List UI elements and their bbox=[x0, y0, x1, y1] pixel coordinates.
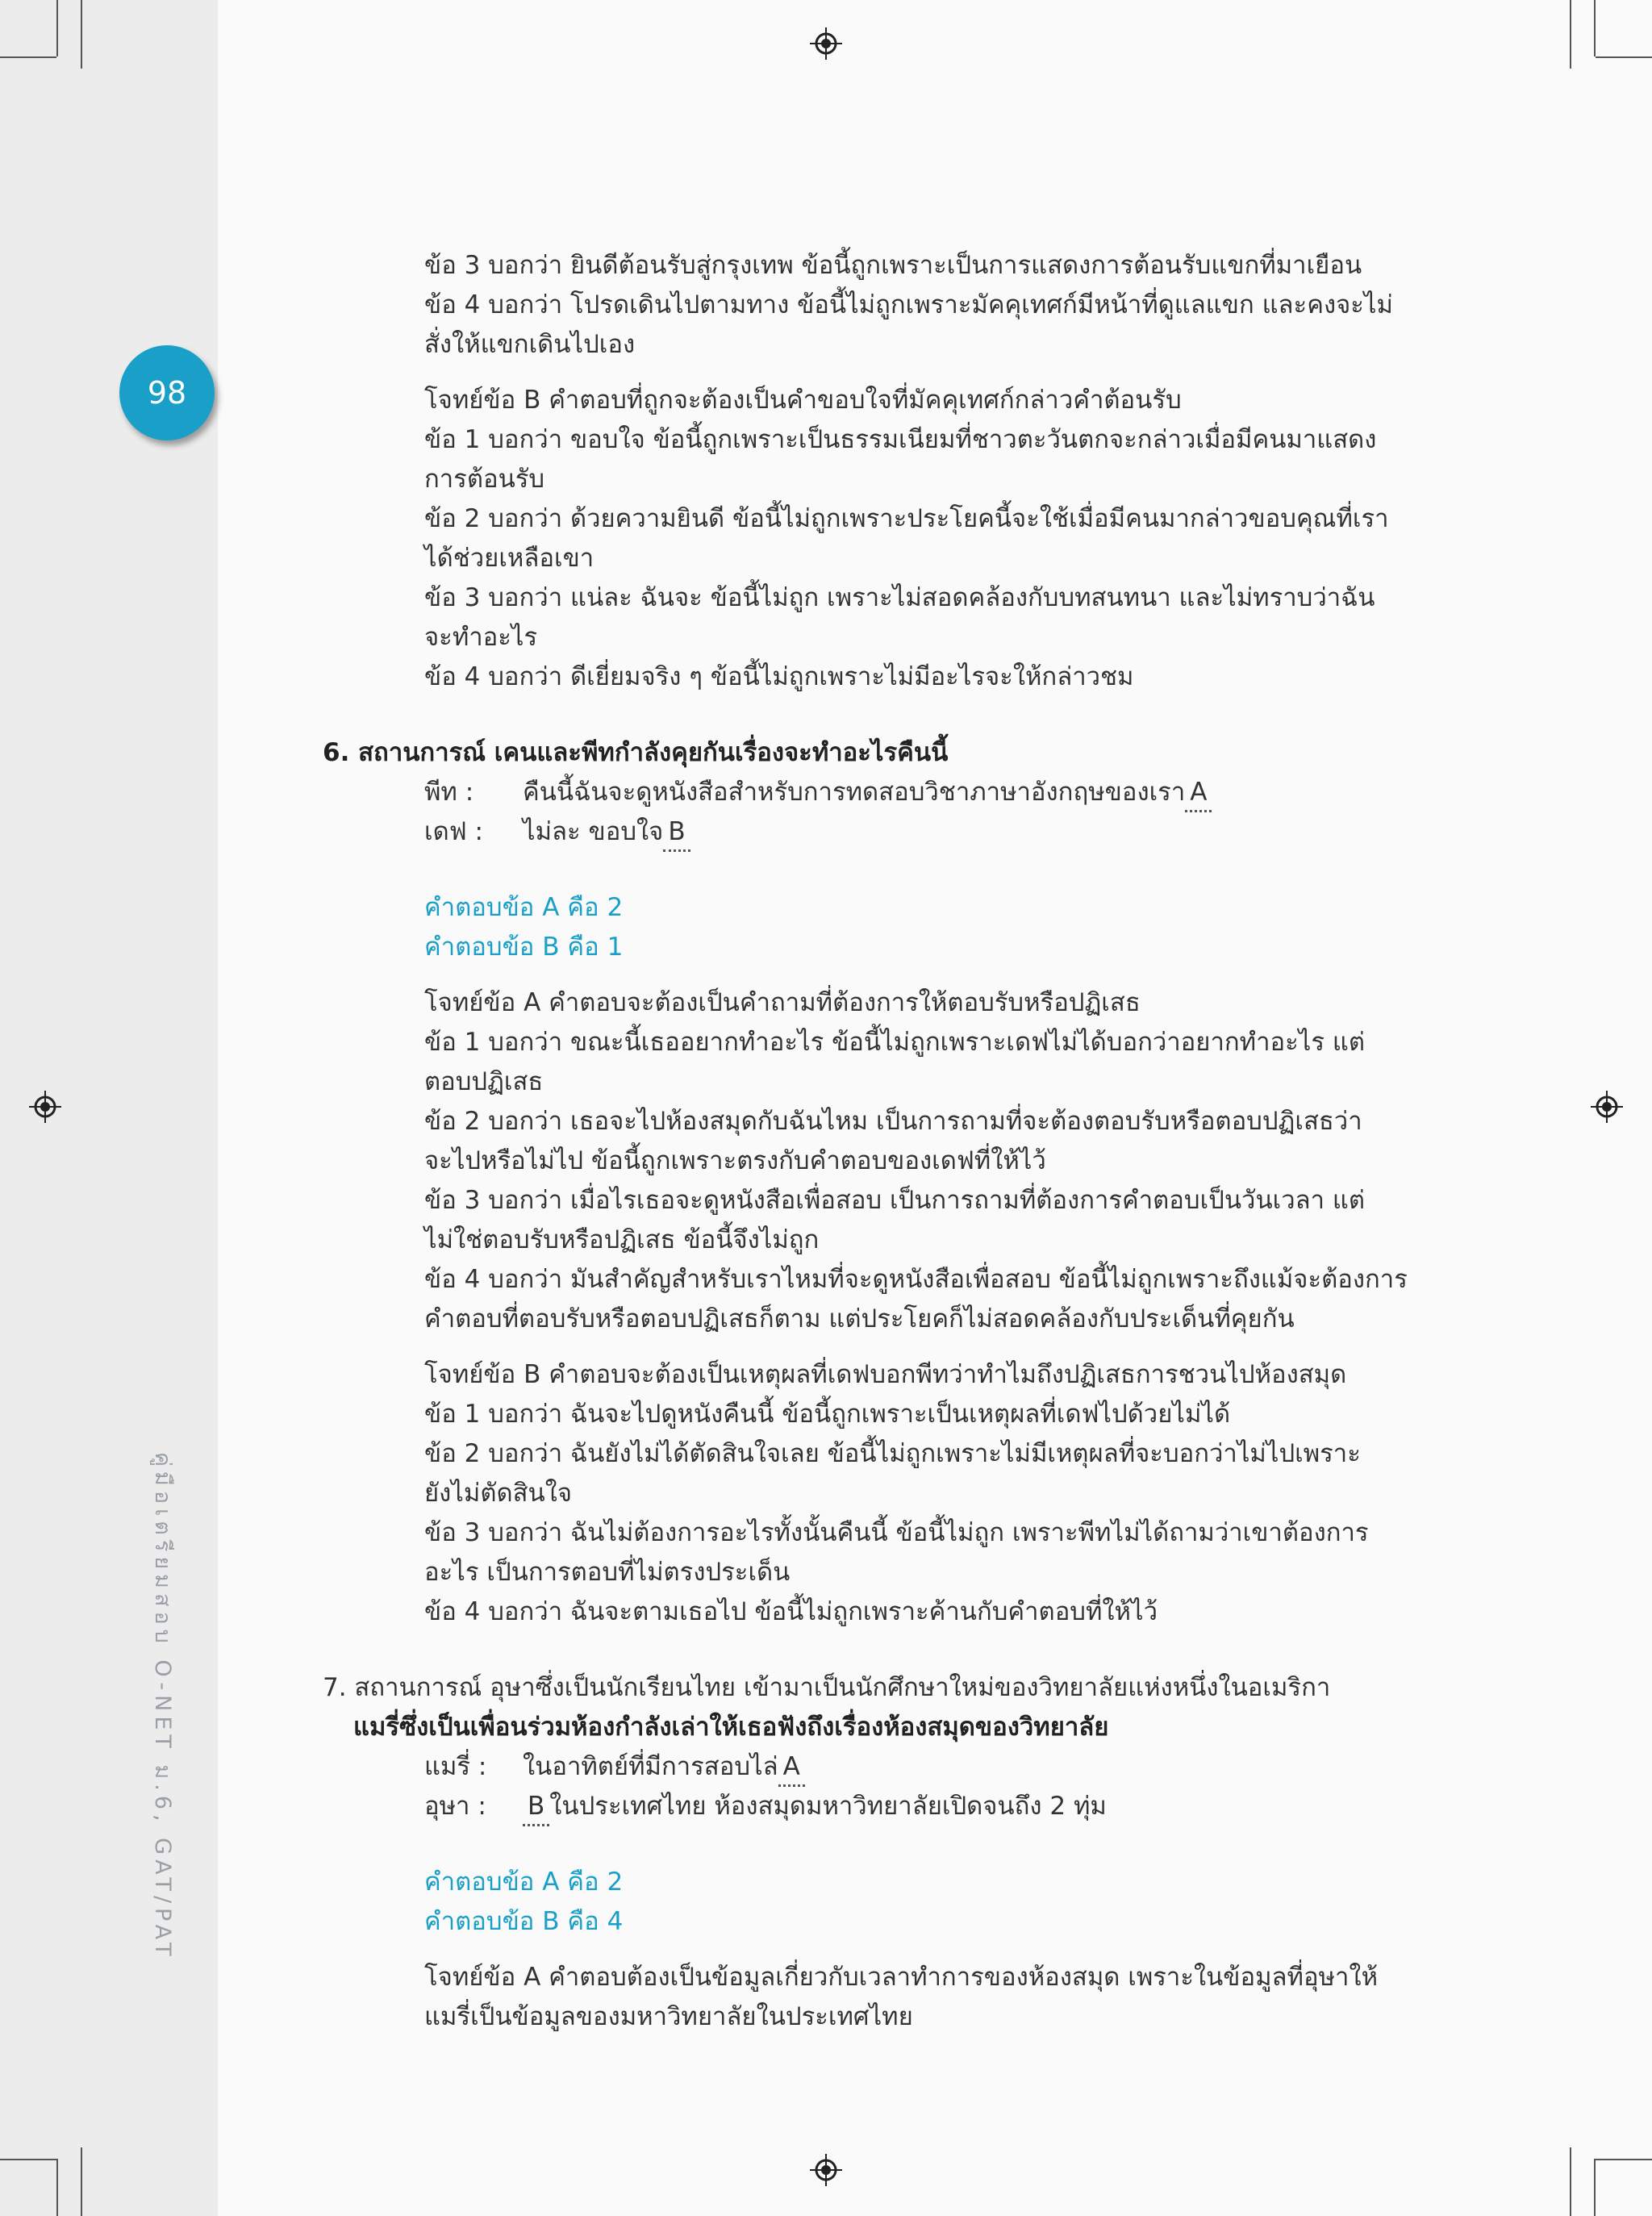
answer-blank: A bbox=[1185, 773, 1212, 812]
speaker-name: เดฟ : bbox=[424, 817, 483, 846]
text-line: ไม่ใช่ตอบรับหรือปฏิเสธ ข้อนี้จึงไม่ถูก bbox=[424, 1225, 820, 1254]
dialogue bbox=[323, 1747, 1420, 1826]
explanation-a bbox=[323, 1958, 1420, 2037]
explanation-b bbox=[323, 1355, 1420, 1632]
text-line: ข้อ 3 บอกว่า ฉันไม่ต้องการอะไรทั้งนั้นคืนนี้ ข้อนี้ไม่ถูก เพราะพีทไม่ได้ถามว่าเขาต้องการ bbox=[424, 1518, 1369, 1547]
crop-mark bbox=[1596, 2159, 1652, 2160]
text-line: ข้อ 2 บอกว่า ด้วยความยินดี ข้อนี้ไม่ถูกเพราะประโยคนี้จะใช้เมื่อมีคนมากล่าวขอบคุณที่เรา bbox=[424, 504, 1389, 533]
answer-key bbox=[323, 1863, 1420, 1942]
crop-mark bbox=[1594, 0, 1596, 56]
paragraph bbox=[323, 381, 1420, 697]
text-line: การต้อนรับ bbox=[424, 465, 545, 494]
dialogue-line bbox=[424, 1747, 1420, 1787]
dialogue-text: คืนนี้ฉันจะดูหนังสือสำหรับการทดสอบวิชาภาษาอังกฤษของเรา bbox=[523, 778, 1186, 807]
text-line: ยังไม่ตัดสินใจ bbox=[424, 1479, 573, 1508]
text-line: ข้อ 4 บอกว่า ดีเยี่ยมจริง ๆ ข้อนี้ไม่ถูกเพราะไม่มีอะไรจะให้กล่าวชม bbox=[424, 662, 1134, 691]
text-line: ได้ช่วยเหลือเขา bbox=[424, 544, 594, 573]
question-7-heading-cont: แมรี่ซึ่งเป็นเพื่อนร่วมห้องกำลังเล่าให้เธอฟังถึงเรื่องห้องสมุดของวิทยาลัย bbox=[353, 1713, 1109, 1742]
text-line: จะทำอะไร bbox=[424, 623, 538, 652]
dialogue bbox=[323, 773, 1420, 852]
registration-mark-icon bbox=[810, 2154, 842, 2186]
main-content bbox=[323, 246, 1420, 2037]
crop-mark bbox=[0, 56, 56, 58]
text-line: ข้อ 2 บอกว่า เธอจะไปห้องสมุดกับฉันไหม เป็นการถามที่จะต้องตอบรับหรือตอบปฏิเสธว่า bbox=[424, 1107, 1362, 1136]
text-line: โจทย์ข้อ A คำตอบจะต้องเป็นคำถามที่ต้องการให้ตอบรับหรือปฏิเสธ bbox=[424, 988, 1141, 1017]
explanation-a bbox=[323, 983, 1420, 1339]
text-line: ข้อ 4 บอกว่า มันสำคัญสำหรับเราไหมที่จะดูหนังสือเพื่อสอบ ข้อนี้ไม่ถูกเพราะถึงแม้จะต้องการ bbox=[424, 1265, 1408, 1294]
paragraph bbox=[323, 246, 1420, 365]
dialogue-line bbox=[424, 1787, 1420, 1826]
speaker-name: พีท : bbox=[424, 778, 474, 807]
text-line: ตอบปฏิเสธ bbox=[424, 1067, 544, 1096]
text-line: ข้อ 1 บอกว่า ฉันจะไปดูหนังคืนนี้ ข้อนี้ถูกเพราะเป็นเหตุผลที่เดฟไปด้วยไม่ได้ bbox=[424, 1400, 1231, 1429]
answer-blank: A bbox=[778, 1747, 805, 1787]
side-running-title: คู่มือเตรียมสอบ O-NET ม.6, GAT/PAT bbox=[150, 1452, 175, 1961]
text-line: โจทย์ข้อ B คำตอบที่ถูกจะต้องเป็นคำขอบใจที่มัคคุเทศก์กล่าวคำต้อนรับ bbox=[424, 386, 1182, 415]
text-line: ข้อ 3 บอกว่า ยินดีต้อนรับสู่กรุงเทพ ข้อนี้ถูกเพราะเป็นการแสดงการต้อนรับแขกที่มาเยือน bbox=[424, 251, 1362, 280]
registration-mark-icon bbox=[1591, 1091, 1623, 1123]
crop-mark bbox=[0, 2159, 56, 2160]
crop-mark bbox=[81, 2147, 82, 2216]
crop-mark bbox=[81, 0, 82, 69]
text-line: อะไร เป็นการตอบที่ไม่ตรงประเด็น bbox=[424, 1558, 791, 1587]
dialogue-text: ในประเทศไทย ห้องสมุดมหาวิทยาลัยเปิดจนถึง 2 ทุ่ม bbox=[549, 1792, 1107, 1821]
text-line: คำตอบที่ตอบรับหรือตอบปฏิเสธก็ตาม แต่ประโยคก็ไม่สอดคล้องกับประเด็นที่คุยกัน bbox=[424, 1304, 1295, 1333]
crop-mark bbox=[1594, 2159, 1596, 2216]
text-line: ข้อ 3 บอกว่า แน่ละ ฉันจะ ข้อนี้ไม่ถูก เพราะไม่สอดคล้องกับบทสนทนา และไม่ทราบว่าฉัน bbox=[424, 583, 1375, 612]
crop-mark bbox=[1596, 56, 1652, 58]
text-line: สั่งให้แขกเดินไปเอง bbox=[424, 330, 636, 359]
registration-mark-icon bbox=[810, 27, 842, 60]
answer-key-b: คำตอบข้อ B คือ 4 bbox=[424, 1907, 624, 1936]
text-line: ข้อ 2 บอกว่า ฉันยังไม่ได้ตัดสินใจเลย ข้อนี้ไม่ถูกเพราะไม่มีเหตุผลที่จะบอกว่าไม่ไปเพราะ bbox=[424, 1439, 1361, 1468]
text-line: แมรี่เป็นข้อมูลของมหาวิทยาลัยในประเทศไทย bbox=[424, 2002, 913, 2031]
question-6-heading: 6. สถานการณ์ เคนและพีทกำลังคุยกันเรื่องจะทำอะไรคืนนี้ bbox=[323, 738, 949, 767]
dialogue-text: ในอาทิตย์ที่มีการสอบไล่ bbox=[523, 1752, 778, 1781]
speaker-name: แมรี่ : bbox=[424, 1752, 487, 1781]
answer-blank: B bbox=[523, 1787, 549, 1826]
answer-key bbox=[323, 888, 1420, 967]
dialogue-text: ไม่ละ ขอบใจ bbox=[523, 817, 664, 846]
text-line: ข้อ 3 บอกว่า เมื่อไรเธอจะดูหนังสือเพื่อสอบ เป็นการถามที่ต้องการคำตอบเป็นวันเวลา แต่ bbox=[424, 1186, 1366, 1215]
text-line: ข้อ 4 บอกว่า โปรดเดินไปตามทาง ข้อนี้ไม่ถูกเพราะมัคคุเทศก์มีหน้าที่ดูแลแขก และคงจะไม่ bbox=[424, 290, 1393, 319]
speaker-name: อุษา : bbox=[424, 1792, 486, 1821]
text-line: ข้อ 1 บอกว่า ขอบใจ ข้อนี้ถูกเพราะเป็นธรรมเนียมที่ชาวตะวันตกจะกล่าวเมื่อมีคนมาแสดง bbox=[424, 425, 1377, 454]
crop-mark bbox=[56, 0, 58, 56]
text-line: ข้อ 1 บอกว่า ขณะนี้เธออยากทำอะไร ข้อนี้ไม่ถูกเพราะเดฟไม่ได้บอกว่าอยากทำอะไร แต่ bbox=[424, 1028, 1365, 1057]
answer-key-a: คำตอบข้อ A คือ 2 bbox=[424, 1868, 624, 1897]
crop-mark bbox=[1570, 0, 1571, 69]
text-line: จะไปหรือไม่ไป ข้อนี้ถูกเพราะตรงกับคำตอบของเดฟที่ให้ไว้ bbox=[424, 1146, 1046, 1175]
text-line: โจทย์ข้อ B คำตอบจะต้องเป็นเหตุผลที่เดฟบอกพีทว่าทำไมถึงปฏิเสธการชวนไปห้องสมุด bbox=[424, 1360, 1347, 1389]
page-number-badge: 98 bbox=[119, 345, 215, 440]
dialogue-line bbox=[424, 773, 1420, 812]
answer-key-b: คำตอบข้อ B คือ 1 bbox=[424, 933, 624, 962]
question-7-heading: 7. สถานการณ์ อุษาซึ่งเป็นนักเรียนไทย เข้ามาเป็นนักศึกษาใหม่ของวิทยาลัยแห่งหนึ่งในอเมริกา bbox=[323, 1673, 1331, 1702]
text-line: ข้อ 4 บอกว่า ฉันจะตามเธอไป ข้อนี้ไม่ถูกเพราะค้านกับคำตอบที่ให้ไว้ bbox=[424, 1597, 1158, 1626]
answer-key-a: คำตอบข้อ A คือ 2 bbox=[424, 893, 624, 922]
answer-blank: B bbox=[663, 812, 690, 852]
dialogue-line bbox=[424, 812, 1420, 852]
crop-mark bbox=[1570, 2147, 1571, 2216]
text-line: โจทย์ข้อ A คำตอบต้องเป็นข้อมูลเกี่ยวกับเวลาทำการของห้องสมุด เพราะในข้อมูลที่อุษาให้ bbox=[424, 1963, 1379, 1992]
registration-mark-icon bbox=[29, 1091, 61, 1123]
crop-mark bbox=[56, 2159, 58, 2216]
